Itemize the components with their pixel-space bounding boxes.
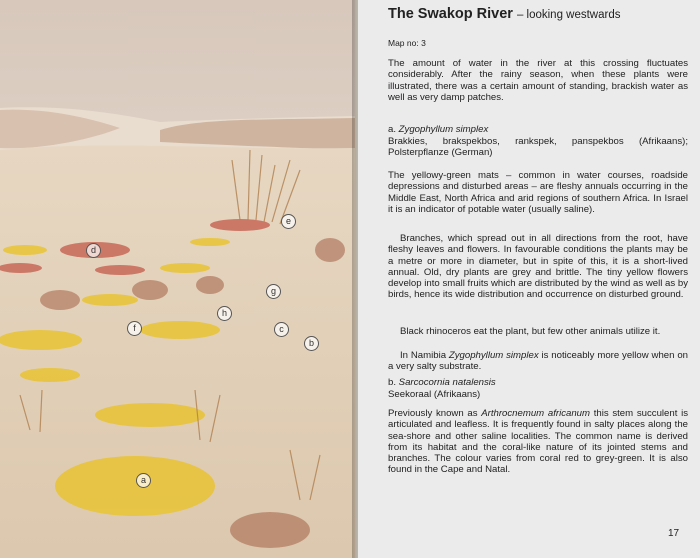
label-c: c (274, 322, 289, 337)
section-b-species-inline: Arthrocnemum africanum (481, 408, 590, 419)
title-main: The Swakop River (388, 6, 513, 22)
section-a-common-names: Brakkies, brakspekbos, rankspek, panspekbos (Afrikaans); Polsterpflanze (German) (388, 136, 688, 159)
section-b-species: Sarcocornia natalensis (398, 377, 496, 388)
section-b-heading (388, 377, 688, 388)
section-a-species: Zygophyllum simplex (398, 124, 489, 135)
section-a-prefix: a. (388, 124, 399, 135)
label-d: d (86, 243, 101, 258)
map-number: Map no: 3 (388, 38, 426, 48)
label-h: h (217, 306, 232, 321)
para4-species: Zygophyllum simplex (448, 350, 539, 361)
section-a-heading (388, 124, 688, 135)
para4-text-b: is noticeably more yellow when on a very salty substrate. (388, 350, 688, 373)
page-number: 17 (668, 528, 680, 539)
section-b-prefix: b. (388, 377, 399, 388)
section-b-text-a: Previously known as (388, 408, 482, 419)
section-a-paragraph-1: The yellowy-green mats – common in water courses, roadside depressions and disturbed areas – are fleshy annuals occurring in the Middle East, North Africa and arid regions of southern Africa. In Israel it is an indicator of potable water (usually saline). (388, 170, 688, 215)
label-e: e (281, 214, 296, 229)
intro-paragraph: The amount of water in the river at this crossing fluctuates considerably. After the rainy season, when these plants were illustrated, there was a certain amount of standing, brackish water as well as very damp patches. (388, 58, 688, 103)
label-a: a (136, 473, 151, 488)
label-g: g (266, 284, 281, 299)
label-b: b (304, 336, 319, 351)
section-b-text-b: this stem succulent is articulated and leafless. It is frequently found in salty places along the sea-shore and other saline localities. The common name is derived from its habitat and the coral-like nature of its jointed stems and branches. The colour varies from coral red to grey-green. It is also found in the Cape and Natal. (388, 408, 689, 476)
section-a-paragraph-4 (388, 350, 688, 373)
para4-text-a: In Namibia (400, 350, 449, 361)
section-a-paragraph-2: Branches, which spread out in all directions from the root, have fleshy leaves and flowers. In favourable conditions the plants may be a metre or more in diameter, but in spite of this, it is a short-lived annual. Old, dry plants are grey and brittle. The tiny yellow flowers develop into small fruits which are distributed by the wind as well as by birds, hence its wide distribution and occurrence on disturbed ground. (388, 233, 688, 301)
title-subtitle: – looking westwards (516, 9, 621, 21)
text-page (358, 0, 700, 558)
section-b-common-names: Seekoraal (Afrikaans) (388, 389, 481, 400)
label-f: f (127, 321, 142, 336)
section-b-paragraph (388, 408, 688, 476)
page-title (388, 6, 621, 22)
section-a-paragraph-3: Black rhinoceros eat the plant, but few other animals utilize it. (400, 326, 661, 337)
